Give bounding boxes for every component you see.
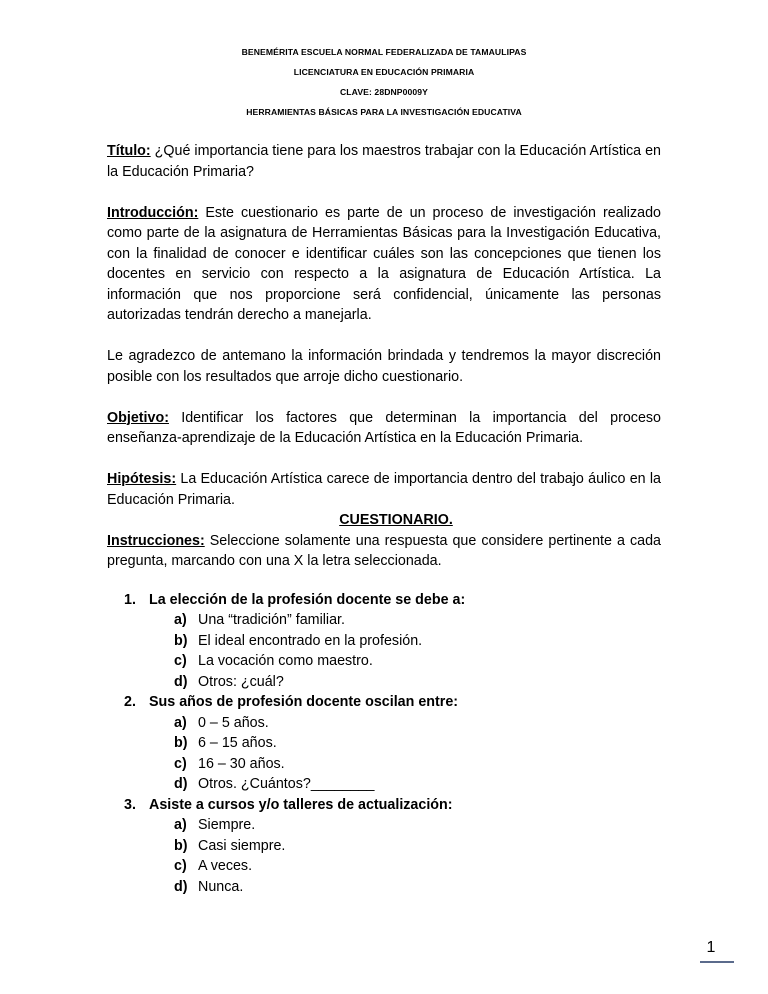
option-d[interactable]: d) Otros. ¿Cuántos?________ — [174, 776, 375, 792]
option-b[interactable]: b) Casi siempre. — [174, 837, 286, 854]
instrucciones-paragraph — [107, 531, 661, 572]
course-name: HERRAMIENTAS BÁSICAS PARA LA INVESTIGACIÓN EDUCATIVA — [246, 107, 522, 117]
question-3 — [107, 795, 661, 898]
titulo-paragraph — [107, 141, 661, 182]
agradecimiento-paragraph: Le agradezco de antemano la información brindada y tendremos la mayor discreción posible con los resultados que arroje dicho cuestionario. — [107, 348, 661, 385]
objetivo-text: Identificar los factores que determinan la importancia del proceso enseñanza-aprendizaje de la Educación Artística en la Educación Primaria. — [107, 409, 661, 446]
objetivo-paragraph — [107, 408, 661, 449]
option-c[interactable]: c) A veces. — [174, 858, 253, 874]
hipotesis-paragraph — [107, 469, 661, 510]
question-text: 2. Sus años de profesión docente oscilan entre: — [124, 694, 459, 710]
introduccion-paragraph — [107, 203, 661, 326]
option-a[interactable]: a) Siempre. — [174, 817, 256, 833]
objetivo-label: Objetivo: — [107, 409, 169, 426]
question-2 — [107, 692, 661, 795]
page-number: 1 — [706, 939, 716, 956]
page-number-rule — [700, 961, 734, 963]
document-body — [107, 141, 661, 897]
document-header — [0, 42, 768, 122]
introduccion-text: Este cuestionario es parte de un proceso de investigación realizado como parte de la asignatura de Herramientas Básicas para la Investigación Educativa, con la finalidad de conocer e identificar cuáles son las concepciones que tienen los docentes en servicio con respecto a la asignatura de Educación Artística. La información que nos proporcione será confidencial, únicamente las personas autorizadas tendrán derecho a manejarla. — [107, 204, 661, 323]
question-text: 1. La elección de la profesión docente se debe a: — [124, 591, 466, 608]
hipotesis-text: La Educación Artística carece de importancia dentro del trabajo áulico en la Educación Primaria. — [107, 471, 661, 508]
instrucciones-text: Seleccione solamente una respuesta que considere pertinente a cada pregunta, marcando con una X la letra seleccionada. — [107, 532, 661, 569]
option-c[interactable]: c) La vocación como maestro. — [174, 653, 373, 669]
option-b[interactable]: b) El ideal encontrado en la profesión. — [174, 632, 423, 649]
question-1 — [107, 590, 661, 693]
institution-name: BENEMÉRITA ESCUELA NORMAL FEDERALIZADA DE TAMAULIPAS — [241, 47, 527, 57]
titulo-text: ¿Qué importancia tiene para los maestros trabajar con la Educación Artística en la Educación Primaria? — [107, 143, 661, 180]
titulo-label: Título: — [107, 143, 151, 159]
option-a[interactable]: a) 0 – 5 años. — [174, 714, 269, 731]
school-code: CLAVE: 28DNP0009Y — [340, 87, 428, 97]
option-b[interactable]: b) 6 – 15 años. — [174, 735, 277, 751]
option-a[interactable]: a) Una “tradición” familiar. — [174, 612, 345, 628]
option-c[interactable]: c) 16 – 30 años. — [174, 755, 285, 772]
introduccion-label: Introducción: — [107, 204, 199, 221]
program-name: LICENCIATURA EN EDUCACIÓN PRIMARIA — [293, 67, 475, 77]
cuestionario-title: CUESTIONARIO. — [339, 512, 453, 528]
instrucciones-label: Instrucciones: — [107, 532, 205, 549]
option-d[interactable]: d) Nunca. — [174, 878, 244, 895]
question-text: 3. Asiste a cursos y/o talleres de actualización: — [124, 796, 453, 813]
hipotesis-label: Hipótesis: — [107, 471, 177, 487]
option-d[interactable]: d) Otros: ¿cuál? — [174, 673, 284, 690]
